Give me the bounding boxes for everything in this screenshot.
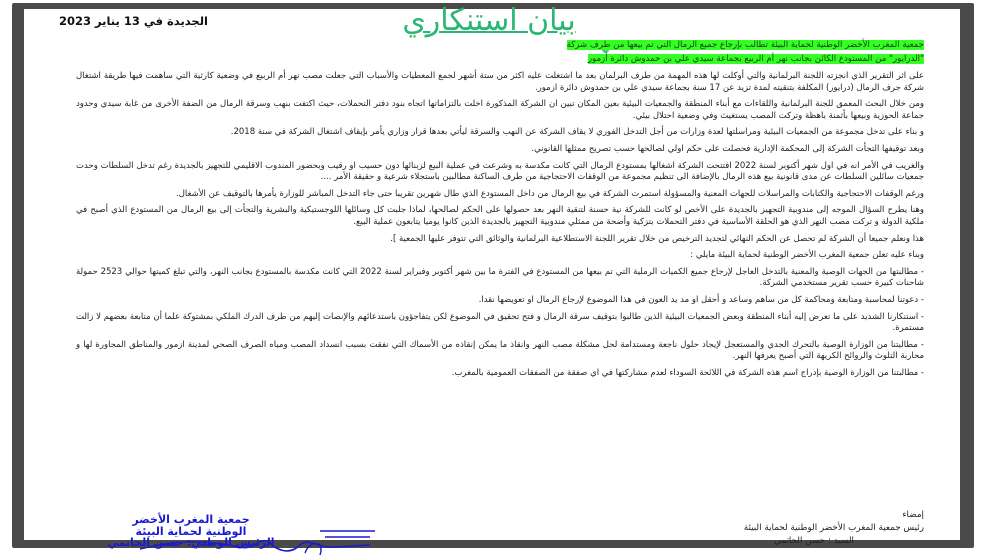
document-body — [76, 71, 924, 384]
demand-item: - مطالبتها من الجهات الوصية والمعنية بالتدخل العاجل لإرجاع جميع الكميات الرملية التي تم بيعها من المستودع في الفترة ما بين شهر أكتوبر وفبراير لسنة 2022 التي كانت مكدسة بالمستودع بجانب النهر، والتي تبلغ كميتها حوالي 2523 حمولة شاحنات كبيرة حسب تقرير مستخدمي الشركة. — [76, 266, 924, 289]
document-date: الجديدة في 13 يناير 2023 — [59, 14, 208, 28]
paragraph: ومن خلال البحث المعمق للجنة البرلمانية واللقاءات مع أبناء المنطقة والجمعيات البيئية بعين المكان تبين ان الشركة المذكورة اخلت بالتزاماتها اتجاه بنود دفتر التحملات، حيث اكتفت بنهب وسرقة الرمال من الضفة الأخرى من غابة سيدي وحدود جماعة الحوزية وبيعها بأثمنة باهظة وتركت المصب يستغيث وفي وضعية احتلال بيئي. — [76, 99, 924, 121]
headline-line-1: جمعية المغرب الأخضر الوطنية لحماية البيئة تطالب بإرجاع جميع الرمال التي تم بيعها من طرف شركة — [566, 40, 924, 50]
closing-block — [744, 509, 924, 548]
president-line: رئيس جمعية المغرب الأخضر الوطنية لحماية البيئة — [743, 523, 924, 533]
demand-item: - مطالبتنا من الوزارة الوصية بإدراج اسم هذه الشركة في اللائحة السوداء لعدم مشاركتها في اي صفقة من الصفقات العمومية بالمغرب. — [451, 367, 924, 378]
demand-item: - دعوتنا لمحاسبة ومتابعة ومحاكمة كل من ساهم وساعد و أحقل او مد يد العون في هذا الموضوع لإرجاع الرمال او تعويضها نقدا. — [478, 294, 924, 305]
document-page — [24, 3, 960, 549]
president-name: السيد : حسن الحاتمي — [774, 536, 854, 546]
headline-line-2: "الدرايور" من المستودع الكائن بجانب نهر أم الربيع بجماعة سيدي علي بن حمدوش دائرة أزمور — [587, 53, 924, 64]
document-title: بيان استنكاري — [402, 3, 576, 38]
paragraph: وهنا يطرح السؤال الموجه إلى مندوبية التجهيز بالجديدة على الأخص لو كانت للشركة نية حسنة لتنقية النهر بعد حصولها على الحكم لصالحها، لماذا جلبت كل وسائلها اللوجستيكية والبشرية والتجأت إلى بيع الرمال من المستودع الذي أصبح في ملكية الدولة و تركت مصب النهر الذي هو الحلقة الأساسية في دفتر التحملات بتزكية وأضحة من ممثلي مندوبية التجهيز بالجديدة الذين كانوا يوميا يتابعون عملية البيع. — [76, 205, 924, 227]
stamp-line-1: جمعية المغرب الأخضر — [132, 513, 250, 526]
highlighted-headline — [124, 39, 924, 66]
association-stamp — [106, 514, 276, 549]
paragraph: على اثر التقرير الذي انجزته اللجنة البرلمانية والتي أوكلت لها هذه المهمة من طرف البرلمان بعد ما اشتغلت عليه اكثر من ستة أشهر لجمع المعطيات والأسباب التي جعلت مصب نهر أم الربيع في وضعية كارثية التي ساهمت فيها طريقة اشتغال شركة جرف الرمال (درايور) المكلفة بتنقيته لمدة تزيد عن 17 سنة بجماعة سيدي علي بن حمدوش دائرة ازمور. — [76, 71, 924, 93]
signature-label: إمضاء — [902, 510, 924, 520]
paragraph: وبناء عليه تعلن جمعية المغرب الأخضر الوطنية لحماية البيئة مايلي : — [690, 250, 924, 261]
paragraph: وبعد توقيفها التجأت الشركة إلى المحكمة الإدارية فحصلت على حكم اولي لصالحها حسب تصريح ممثلها القانوني. — [531, 143, 924, 154]
stamp-line-2: الوطنية لحماية البيئة — [135, 524, 247, 538]
demand-item: - استنكارنا الشديد على ما تعرض إليه أبناء المنطقة وبعض الجمعيات البيئية الذين طالبوا بتوقيف سرقة الرمال و فتح تحقيق في الموضوع لكن يتفاجؤون باستدعائهم والإنصات إليهم من طرف الدرك الملكي بمشتوكة علما أن متابعة بعضهم لا زالت مستمرة. — [76, 311, 924, 334]
paragraph: هذا ونعلم جميعا أن الشركة لم تحصل عن الحكم النهائي لتجديد الترخيص من خلال تقرير اللجنة الاستطلاعية البرلمانية والوثائق التي تتوفر عليها الجمعية ]. — [390, 233, 924, 244]
paragraph: ورغم الوقفات الاحتجاجية والكتابات والمراسلات للجهات المعنية والمسؤولة استمرت الشركة في بيع الرمال من داخل المستودع الذي طال شهرين تقريبا حتى جاء التدخل المباشر للوزارة يأمرها بالتوقيف عن الأشغال. — [176, 188, 924, 199]
paragraph: و بناء على تدخل مجموعة من الجمعيات البيئية ومراسلتها لعدة وزارات من أجل التدخل الفوري لا يقاف الشركة عن النهب والسرقة ليأتي بعدها قرار وزاري يأمر بإيقاف اشتغال الشركة في سنة 2018. — [230, 127, 924, 138]
demand-item: - مطالبتنا من الوزارة الوصية بالتحرك الجدي والمستعجل لإيجاد حلول ناجعة ومستدامة لحل مشكلة مصب النهر وانقاذ ما يمكن إنقاذه من الأسماك التي نفقت بسبب انسداد المصب ومياه الصرف الصحي لمدينة ازمور والمناطق المجاورة لها و محاربة التلوث والروائح الكريهة التي أصبح يعرفها النهر. — [76, 339, 924, 362]
paragraph: والغريب في الأمر انه في اول شهر أكتوبر لسنة 2022 افتتحت الشركة اشغالها بمستودع الرمال التي كانت مكدسة به وشرعت في عملية البيع لزبنائها دون حسيب او رقيب وبحضور المندوب الاقليمي للتجهيز بالجديدة رغم تدخل السلطات وحدت جمعيات سائلين السلطات عن مدى قانونية بيع هذه الرمال بالإضافة الى تنظيم مجموعة من الوقفات الاحتجاجية من طرف الساكنة مطالبين باستجلاء شرعية و حقيقة الأمر .... — [76, 160, 924, 183]
stamp-line-3: الرئيس الوطني: حسن الحاتمي — [107, 536, 275, 549]
